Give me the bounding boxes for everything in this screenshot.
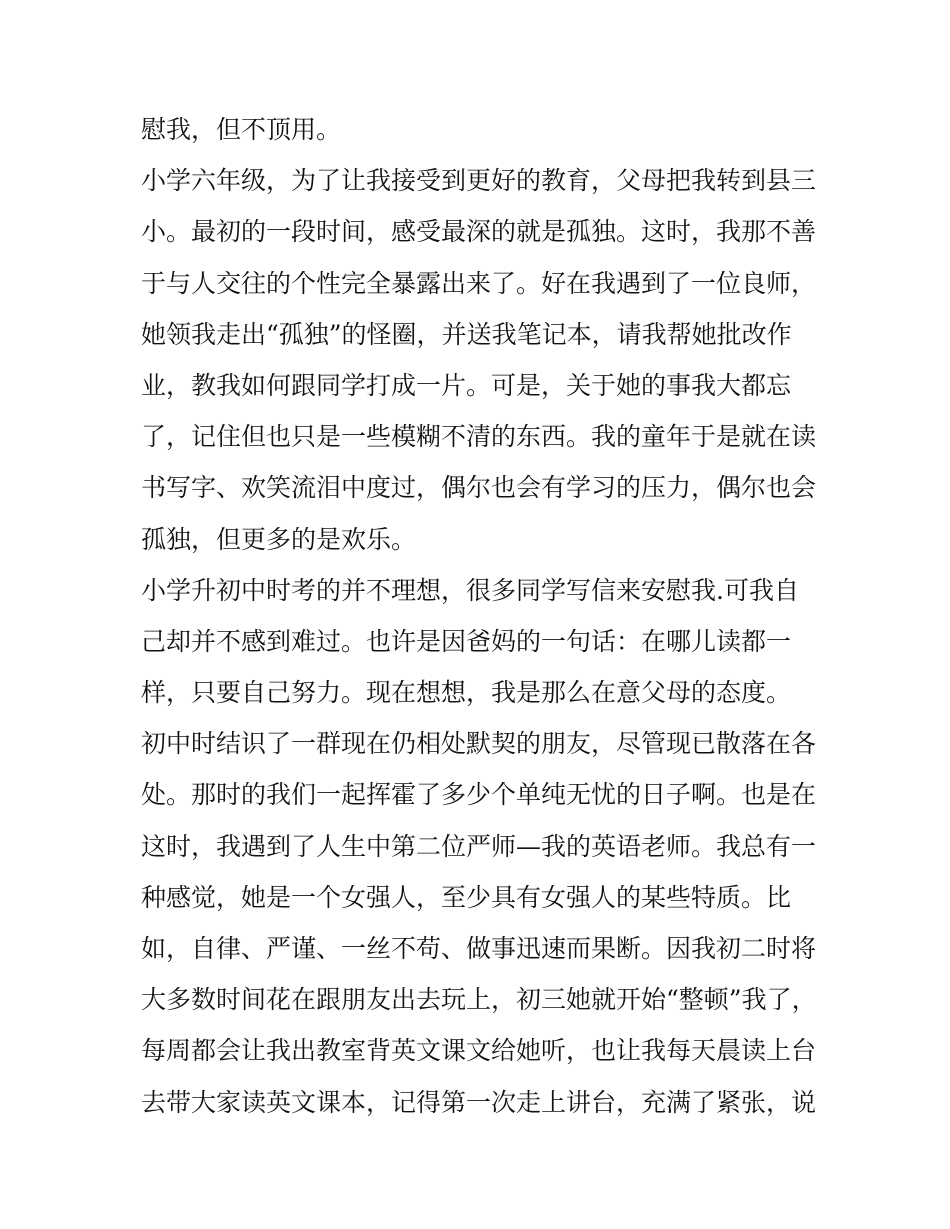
text-line: 孤独，但更多的是欢乐。 <box>141 524 417 554</box>
text-line: 处。那时的我们一起挥霍了多少个单纯无忧的日子啊。也是在 <box>141 780 817 810</box>
text-line: 小学升初中时考的并不理想，很多同学写信来安慰我.可我自 <box>141 575 799 605</box>
text-line: 小学六年级，为了让我接受到更好的教育，父母把我转到县三 <box>141 166 817 196</box>
text-line: 小。最初的一段时间，感受最深的就是孤独。这时，我那不善 <box>141 217 817 247</box>
text-line: 大多数时间花在跟朋友出去玩上，初三她就开始“整顿”我了， <box>141 985 817 1015</box>
text-line: 这时，我遇到了人生中第二位严师—我的英语老师。我总有一 <box>141 831 817 861</box>
text-line: 书写字、欢笑流泪中度过，偶尔也会有学习的压力，偶尔也会 <box>141 473 817 503</box>
text-line: 初中时结识了一群现在仍相处默契的朋友，尽管现已散落在各 <box>141 729 817 759</box>
text-line: 去带大家读英文课本，记得第一次走上讲台，充满了紧张，说 <box>141 1087 817 1117</box>
text-line: 于与人交往的个性完全暴露出来了。好在我遇到了一位良师， <box>141 268 817 298</box>
text-line: 慰我，但不顶用。 <box>141 115 342 144</box>
text-line: 如，自律、严谨、一丝不苟、做事迅速而果断。因我初二时将 <box>141 934 817 963</box>
text-line: 己却并不感到难过。也许是因爸妈的一句话：在哪儿读都一 <box>141 626 792 656</box>
text-line: 每周都会让我出教室背英文课文给她听，也让我每天晨读上台 <box>141 1036 817 1066</box>
text-line: 种感觉，她是一个女强人，至少具有女强人的某些特质。比 <box>141 882 792 912</box>
body-text <box>141 108 821 1132</box>
text-line: 她领我走出“孤独”的怪圈，并送我笔记本，请我帮她批改作 <box>141 319 792 349</box>
text-line: 了，记住但也只是一些模糊不清的东西。我的童年于是就在读 <box>141 422 817 452</box>
text-line: 业，教我如何跟同学打成一片。可是，关于她的事我大都忘 <box>141 370 792 400</box>
text-line: 样，只要自己努力。现在想想，我是那么在意父母的态度。 <box>141 678 792 708</box>
